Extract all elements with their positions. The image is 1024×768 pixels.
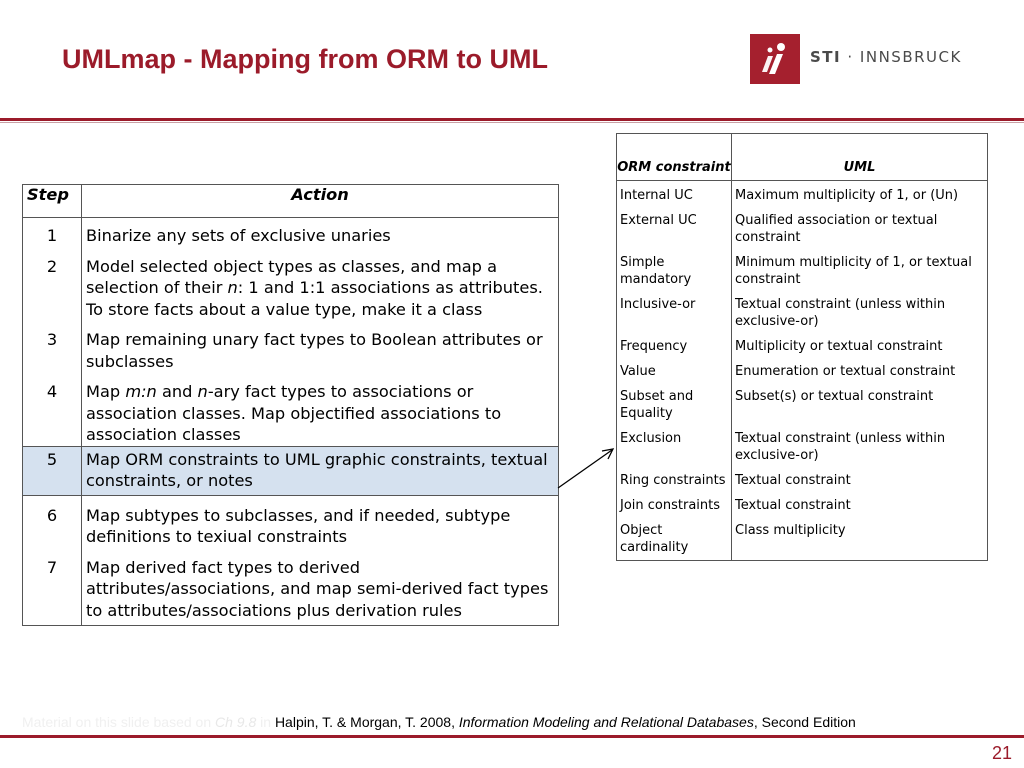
table-row: Subset and Equality Subset(s) or textual constraint: [617, 384, 988, 426]
footer-rule: [0, 735, 1024, 738]
footer-citation: Material on this slide based on Ch 9.8 in Halpin, T. & Morgan, T. 2008, Information Modeling and Relational Databases, Second Edition: [22, 714, 856, 730]
table-row: Value Enumeration or textual constraint: [617, 359, 988, 384]
steps-table: [22, 184, 559, 626]
table-row: 2 Model selected object types as classes, and map a selection of their n: 1 and 1:1 associations as attributes. To store facts about a value type, make it a class: [23, 247, 559, 321]
table-row: 1 Binarize any sets of exclusive unaries: [23, 218, 559, 247]
page-number: 21: [991, 743, 1012, 763]
table-row: Frequency Multiplicity or textual constraint: [617, 334, 988, 359]
header-rule-thin: [0, 122, 1024, 123]
orm-uml-table: [616, 133, 988, 561]
table-row: External UC Qualified association or textual constraint: [617, 208, 988, 250]
table-row-highlighted: 5 Map ORM constraints to UML graphic constraints, textual constraints, or notes: [23, 446, 559, 495]
orm-header: ORM constraint: [617, 134, 732, 181]
table-row: Simple mandatory Minimum multiplicity of 1, or textual constraint: [617, 250, 988, 292]
steps-header-action: Action: [82, 185, 559, 218]
header-rule: [0, 118, 1024, 121]
table-row: 7 Map derived fact types to derived attributes/associations, and map semi-derived fact types to attributes/associations plus derivation rules: [23, 548, 559, 626]
slide-title: UMLmap - Mapping from ORM to UML: [62, 44, 548, 74]
table-row: Object cardinality Class multiplicity: [617, 518, 988, 561]
table-row: 6 Map subtypes to subclasses, and if needed, subtype definitions to texiual constraints: [23, 495, 559, 548]
table-row: Exclusion Textual constraint (unless within exclusive-or): [617, 426, 988, 468]
sti-logo-icon: [750, 34, 800, 84]
sti-logo-text: STI · INNSBRUCK: [810, 48, 962, 66]
sti-logo: [750, 34, 970, 84]
arrow-icon: [556, 446, 618, 492]
table-row: 3 Map remaining unary fact types to Boolean attributes or subclasses: [23, 320, 559, 372]
table-row: Internal UC Maximum multiplicity of 1, or (Un): [617, 181, 988, 209]
table-row: Join constraints Textual constraint: [617, 493, 988, 518]
table-row: Ring constraints Textual constraint: [617, 468, 988, 493]
uml-header: UML: [732, 134, 988, 181]
table-row: Inclusive-or Textual constraint (unless within exclusive-or): [617, 292, 988, 334]
table-row: 4 Map m:n and n-ary fact types to associations or association classes. Map objectified associations to association classes: [23, 372, 559, 446]
steps-header-step: Step: [23, 185, 82, 218]
